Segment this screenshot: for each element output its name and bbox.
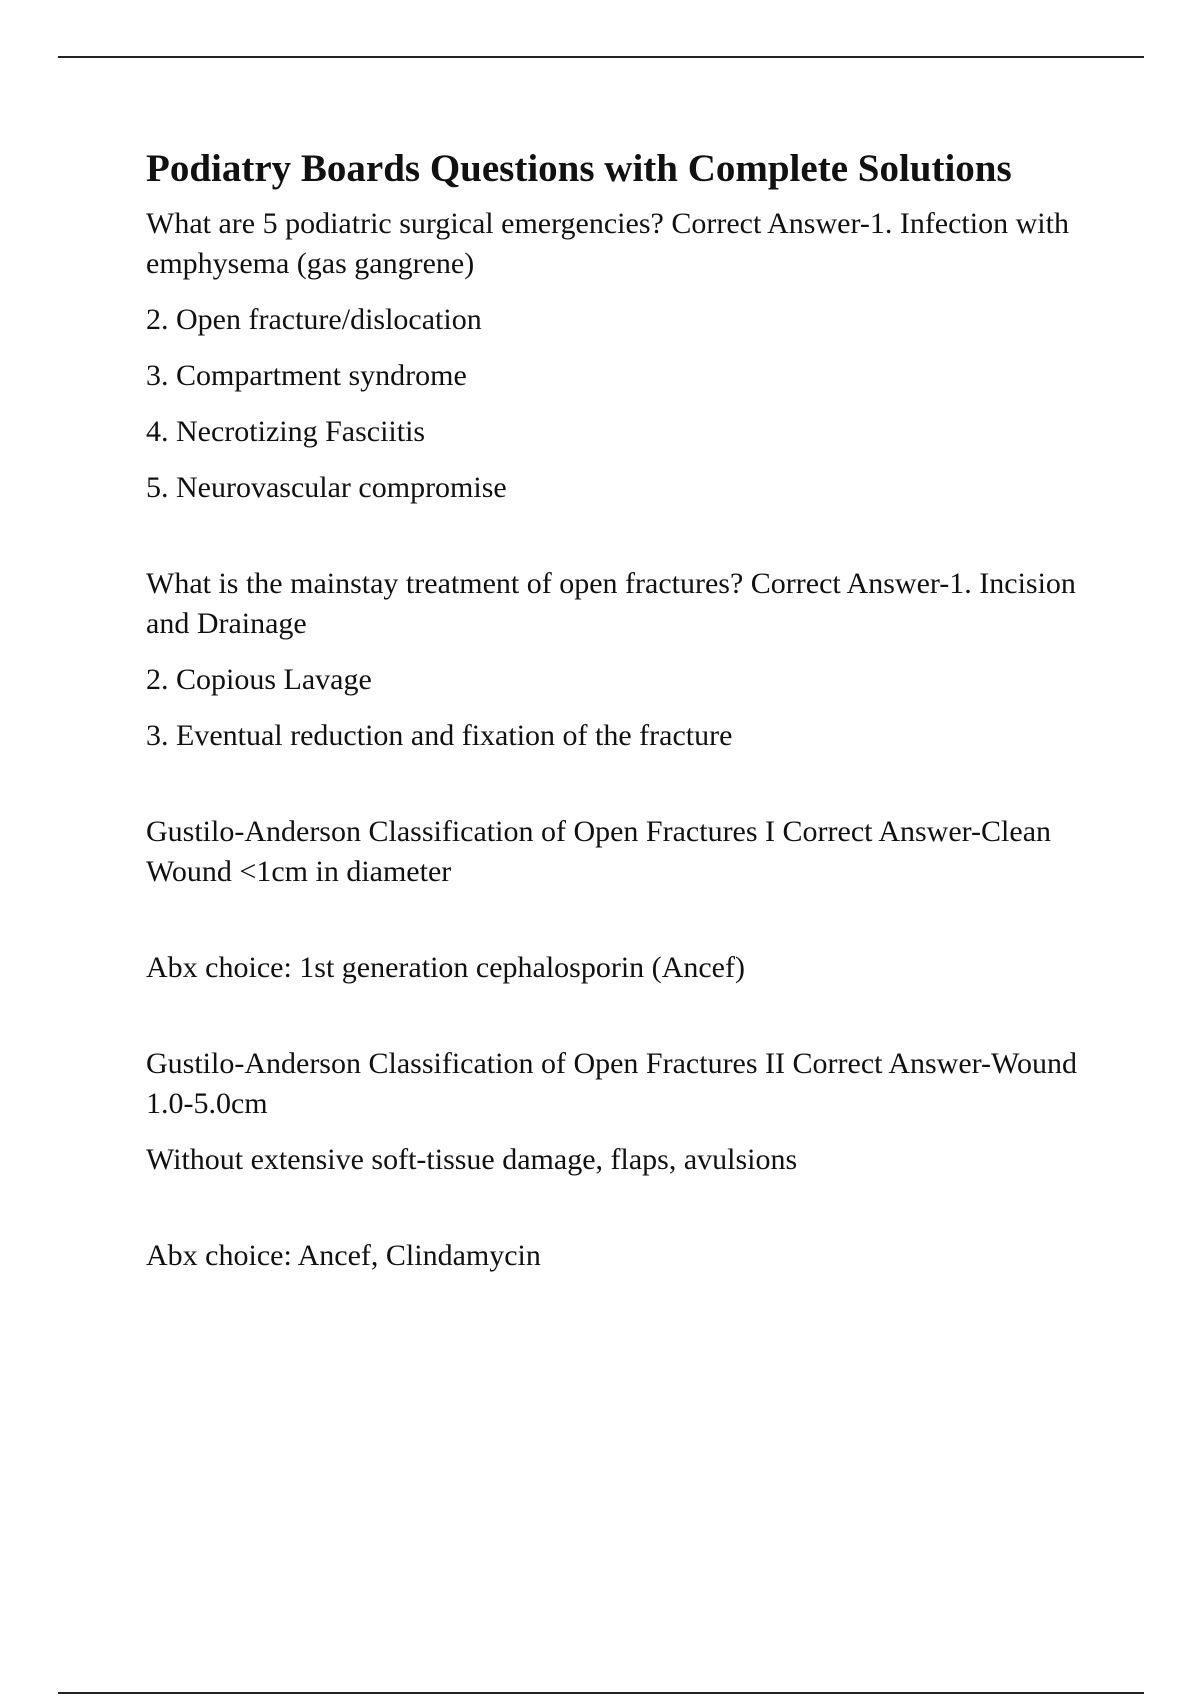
list-item: 4. Necrotizing Fasciitis (146, 415, 426, 448)
spacer (146, 756, 1106, 812)
question-gustilo-type-2: Gustilo-Anderson Classification of Open Fractures II Correct Answer-Wound 1.0-5.0cm (146, 1047, 1077, 1120)
spacer (146, 508, 1106, 564)
abx-choice-type-2: Abx choice: Ancef, Clindamycin (146, 1239, 541, 1272)
question-surgical-emergencies: What are 5 podiatric surgical emergencies? Correct Answer-1. Infection with emphysema (gas gangrene) (146, 207, 1069, 280)
list-item: 2. Open fracture/dislocation (146, 303, 482, 336)
question-open-fracture-treatment: What is the mainstay treatment of open fractures? Correct Answer-1. Incision and Drainage (146, 567, 1076, 640)
list-item: 3. Eventual reduction and fixation of the fracture (146, 719, 733, 752)
list-item: 3. Compartment syndrome (146, 359, 467, 392)
document-body (146, 146, 1106, 1276)
list-item: 2. Copious Lavage (146, 663, 372, 696)
abx-choice-type-1: Abx choice: 1st generation cephalosporin (Ancef) (146, 951, 745, 984)
question-gustilo-type-1: Gustilo-Anderson Classification of Open Fractures I Correct Answer-Clean Wound <1cm in diameter (146, 815, 1052, 888)
list-item: 5. Neurovascular compromise (146, 471, 507, 504)
document-title: Podiatry Boards Questions with Complete Solutions (146, 147, 1012, 190)
spacer (146, 1180, 1106, 1236)
top-rule (58, 56, 1144, 58)
bottom-rule (58, 1692, 1144, 1694)
spacer (146, 892, 1106, 948)
list-item: Without extensive soft-tissue damage, flaps, avulsions (146, 1143, 798, 1176)
spacer (146, 988, 1106, 1044)
